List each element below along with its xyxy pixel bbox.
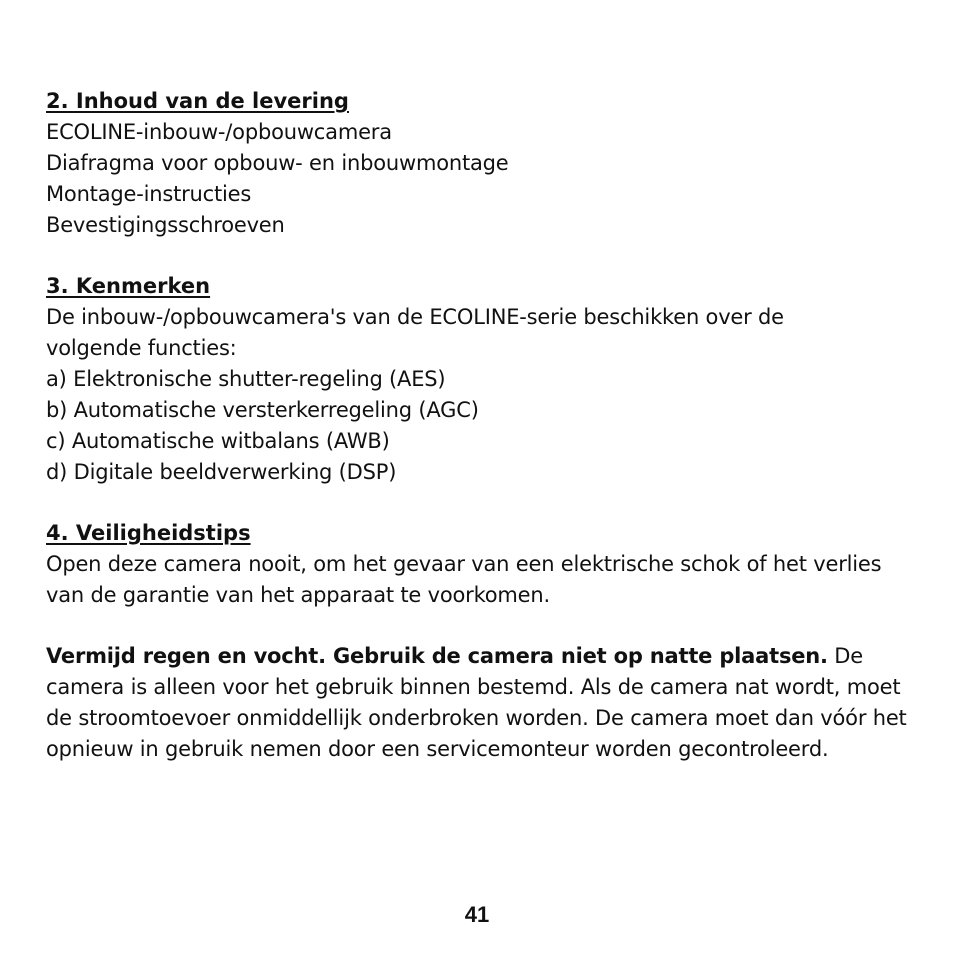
warning-normal-text: De camera is alleen voor het gebruik binnen bestemd. Als de camera nat wordt, moet de stroomtoevoer onmiddellijk onderbroken worden. De camera moet dan vóór het opnieuw in gebruik nemen door een servicemonteur worden gecontroleerd. xyxy=(46,644,907,761)
section-heading: 3. Kenmerken xyxy=(46,274,211,298)
document-page xyxy=(46,86,916,795)
warning-bold-text: Vermijd regen en vocht. Gebruik de camera niet op natte plaatsen. xyxy=(46,644,828,668)
list-item: Bevestigingsschroeven xyxy=(46,213,285,237)
body-line: van de garantie van het apparaat te voorkomen. xyxy=(46,583,550,607)
section-features xyxy=(46,271,916,488)
list-item: d) Digitale beeldverwerking (DSP) xyxy=(46,460,397,484)
list-item: Diafragma voor opbouw- en inbouwmontage xyxy=(46,151,509,175)
list-item: Montage-instructies xyxy=(46,182,252,206)
body-line: De inbouw-/opbouwcamera's van de ECOLINE-serie beschikken over de xyxy=(46,305,784,329)
section-warning xyxy=(46,641,916,765)
body-line: volgende functies: xyxy=(46,336,237,360)
section-delivery-contents xyxy=(46,86,916,241)
list-item: b) Automatische versterkerregeling (AGC) xyxy=(46,398,479,422)
warning-paragraph xyxy=(46,641,916,765)
section-heading: 4. Veiligheidstips xyxy=(46,521,251,545)
section-heading: 2. Inhoud van de levering xyxy=(46,89,349,113)
body-line: Open deze camera nooit, om het gevaar van een elektrische schok of het verlies xyxy=(46,552,882,576)
page-number: 41 xyxy=(464,902,490,927)
list-item: a) Elektronische shutter-regeling (AES) xyxy=(46,367,446,391)
section-safety-tips xyxy=(46,518,916,611)
list-item: c) Automatische witbalans (AWB) xyxy=(46,429,390,453)
list-item: ECOLINE-inbouw-/opbouwcamera xyxy=(46,120,392,144)
